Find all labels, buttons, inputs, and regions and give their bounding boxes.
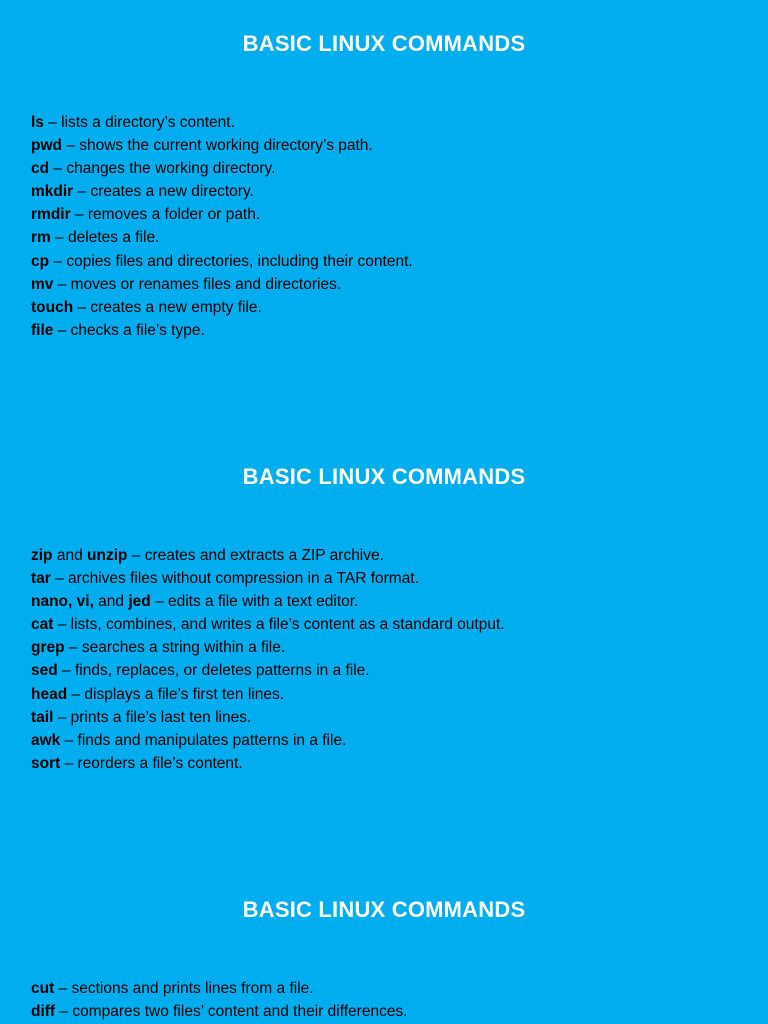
command-name: ls xyxy=(31,114,44,131)
command-line xyxy=(31,319,413,342)
slide-title: BASIC LINUX COMMANDS xyxy=(242,897,526,922)
command-line xyxy=(31,706,505,729)
command-name: unzip xyxy=(87,547,128,564)
command-description: – finds, replaces, or deletes patterns in a file. xyxy=(57,662,370,680)
command-line xyxy=(31,752,505,775)
command-name: nano, vi, xyxy=(31,593,94,611)
command-description: – shows the current working directory’s path. xyxy=(62,137,373,155)
command-line xyxy=(31,544,505,567)
command-list xyxy=(31,544,505,775)
command-description: – compares two files’ content and their differences. xyxy=(55,1003,408,1021)
slide-title: BASIC LINUX COMMANDS xyxy=(242,31,526,56)
command-name: rm xyxy=(31,229,51,247)
command-name: sort xyxy=(31,754,61,772)
command-line xyxy=(31,296,413,319)
command-line xyxy=(31,659,505,682)
command-description: – edits a file with a text editor. xyxy=(150,593,359,611)
command-line xyxy=(31,613,505,636)
command-description: – prints a file’s last ten lines. xyxy=(53,708,252,726)
command-line xyxy=(31,1000,408,1023)
command-description: – lists a directory’s content. xyxy=(43,114,235,131)
command-description: – creates a new empty file. xyxy=(73,298,262,316)
command-name: tar xyxy=(31,570,51,588)
command-description: – creates and extracts a ZIP archive. xyxy=(127,547,384,564)
command-description: – moves or renames files and directories. xyxy=(53,275,342,293)
command-name: cd xyxy=(31,160,50,178)
command-description: – removes a folder or path. xyxy=(70,206,261,224)
command-name: rmdir xyxy=(31,206,71,224)
slide-title: BASIC LINUX COMMANDS xyxy=(242,464,526,489)
command-line xyxy=(31,111,413,134)
command-name: grep xyxy=(31,639,65,657)
command-name: cut xyxy=(31,980,55,997)
command-description: – creates a new directory. xyxy=(73,183,254,201)
command-line xyxy=(31,567,505,590)
command-line xyxy=(31,250,413,273)
command-name: cp xyxy=(31,252,50,270)
command-line xyxy=(31,590,505,613)
command-name: touch xyxy=(31,298,74,316)
command-name: zip xyxy=(31,547,53,564)
command-line xyxy=(31,273,413,296)
command-name: sed xyxy=(31,662,58,680)
command-description: – archives files without compression in a TAR format. xyxy=(50,570,419,588)
command-line xyxy=(31,180,413,203)
command-description: – checks a file’s type. xyxy=(53,321,205,339)
command-description: – searches a string within a file. xyxy=(64,639,286,657)
command-name: mv xyxy=(31,275,54,293)
command-list xyxy=(31,111,413,342)
command-line xyxy=(31,636,505,659)
command-name: cat xyxy=(31,616,54,634)
command-name: awk xyxy=(31,731,61,749)
command-description: – deletes a file. xyxy=(50,229,160,247)
command-line xyxy=(31,134,413,157)
command-description: – changes the working directory. xyxy=(49,160,276,178)
command-name: diff xyxy=(31,1003,56,1021)
command-description: and xyxy=(93,593,129,611)
command-line xyxy=(31,226,413,249)
command-description: – displays a file’s first ten lines. xyxy=(67,685,284,703)
command-name: mkdir xyxy=(31,183,74,201)
command-line xyxy=(31,157,413,180)
command-name: head xyxy=(31,685,68,703)
command-description: – sections and prints lines from a file. xyxy=(54,980,314,997)
command-description: – reorders a file’s content. xyxy=(60,754,243,772)
command-line xyxy=(31,729,505,752)
command-description: – copies files and directories, including their content. xyxy=(49,252,413,270)
command-name: file xyxy=(31,321,54,339)
command-line xyxy=(31,203,413,226)
command-line xyxy=(31,977,408,1000)
command-line xyxy=(31,683,505,706)
command-description: – finds and manipulates patterns in a file. xyxy=(60,731,347,749)
command-name: tail xyxy=(31,708,54,726)
command-description: and xyxy=(52,547,88,564)
command-list xyxy=(31,977,408,1023)
command-name: pwd xyxy=(31,137,62,155)
command-description: – lists, combines, and writes a file’s content as a standard output. xyxy=(53,616,505,634)
command-name: jed xyxy=(128,593,151,611)
